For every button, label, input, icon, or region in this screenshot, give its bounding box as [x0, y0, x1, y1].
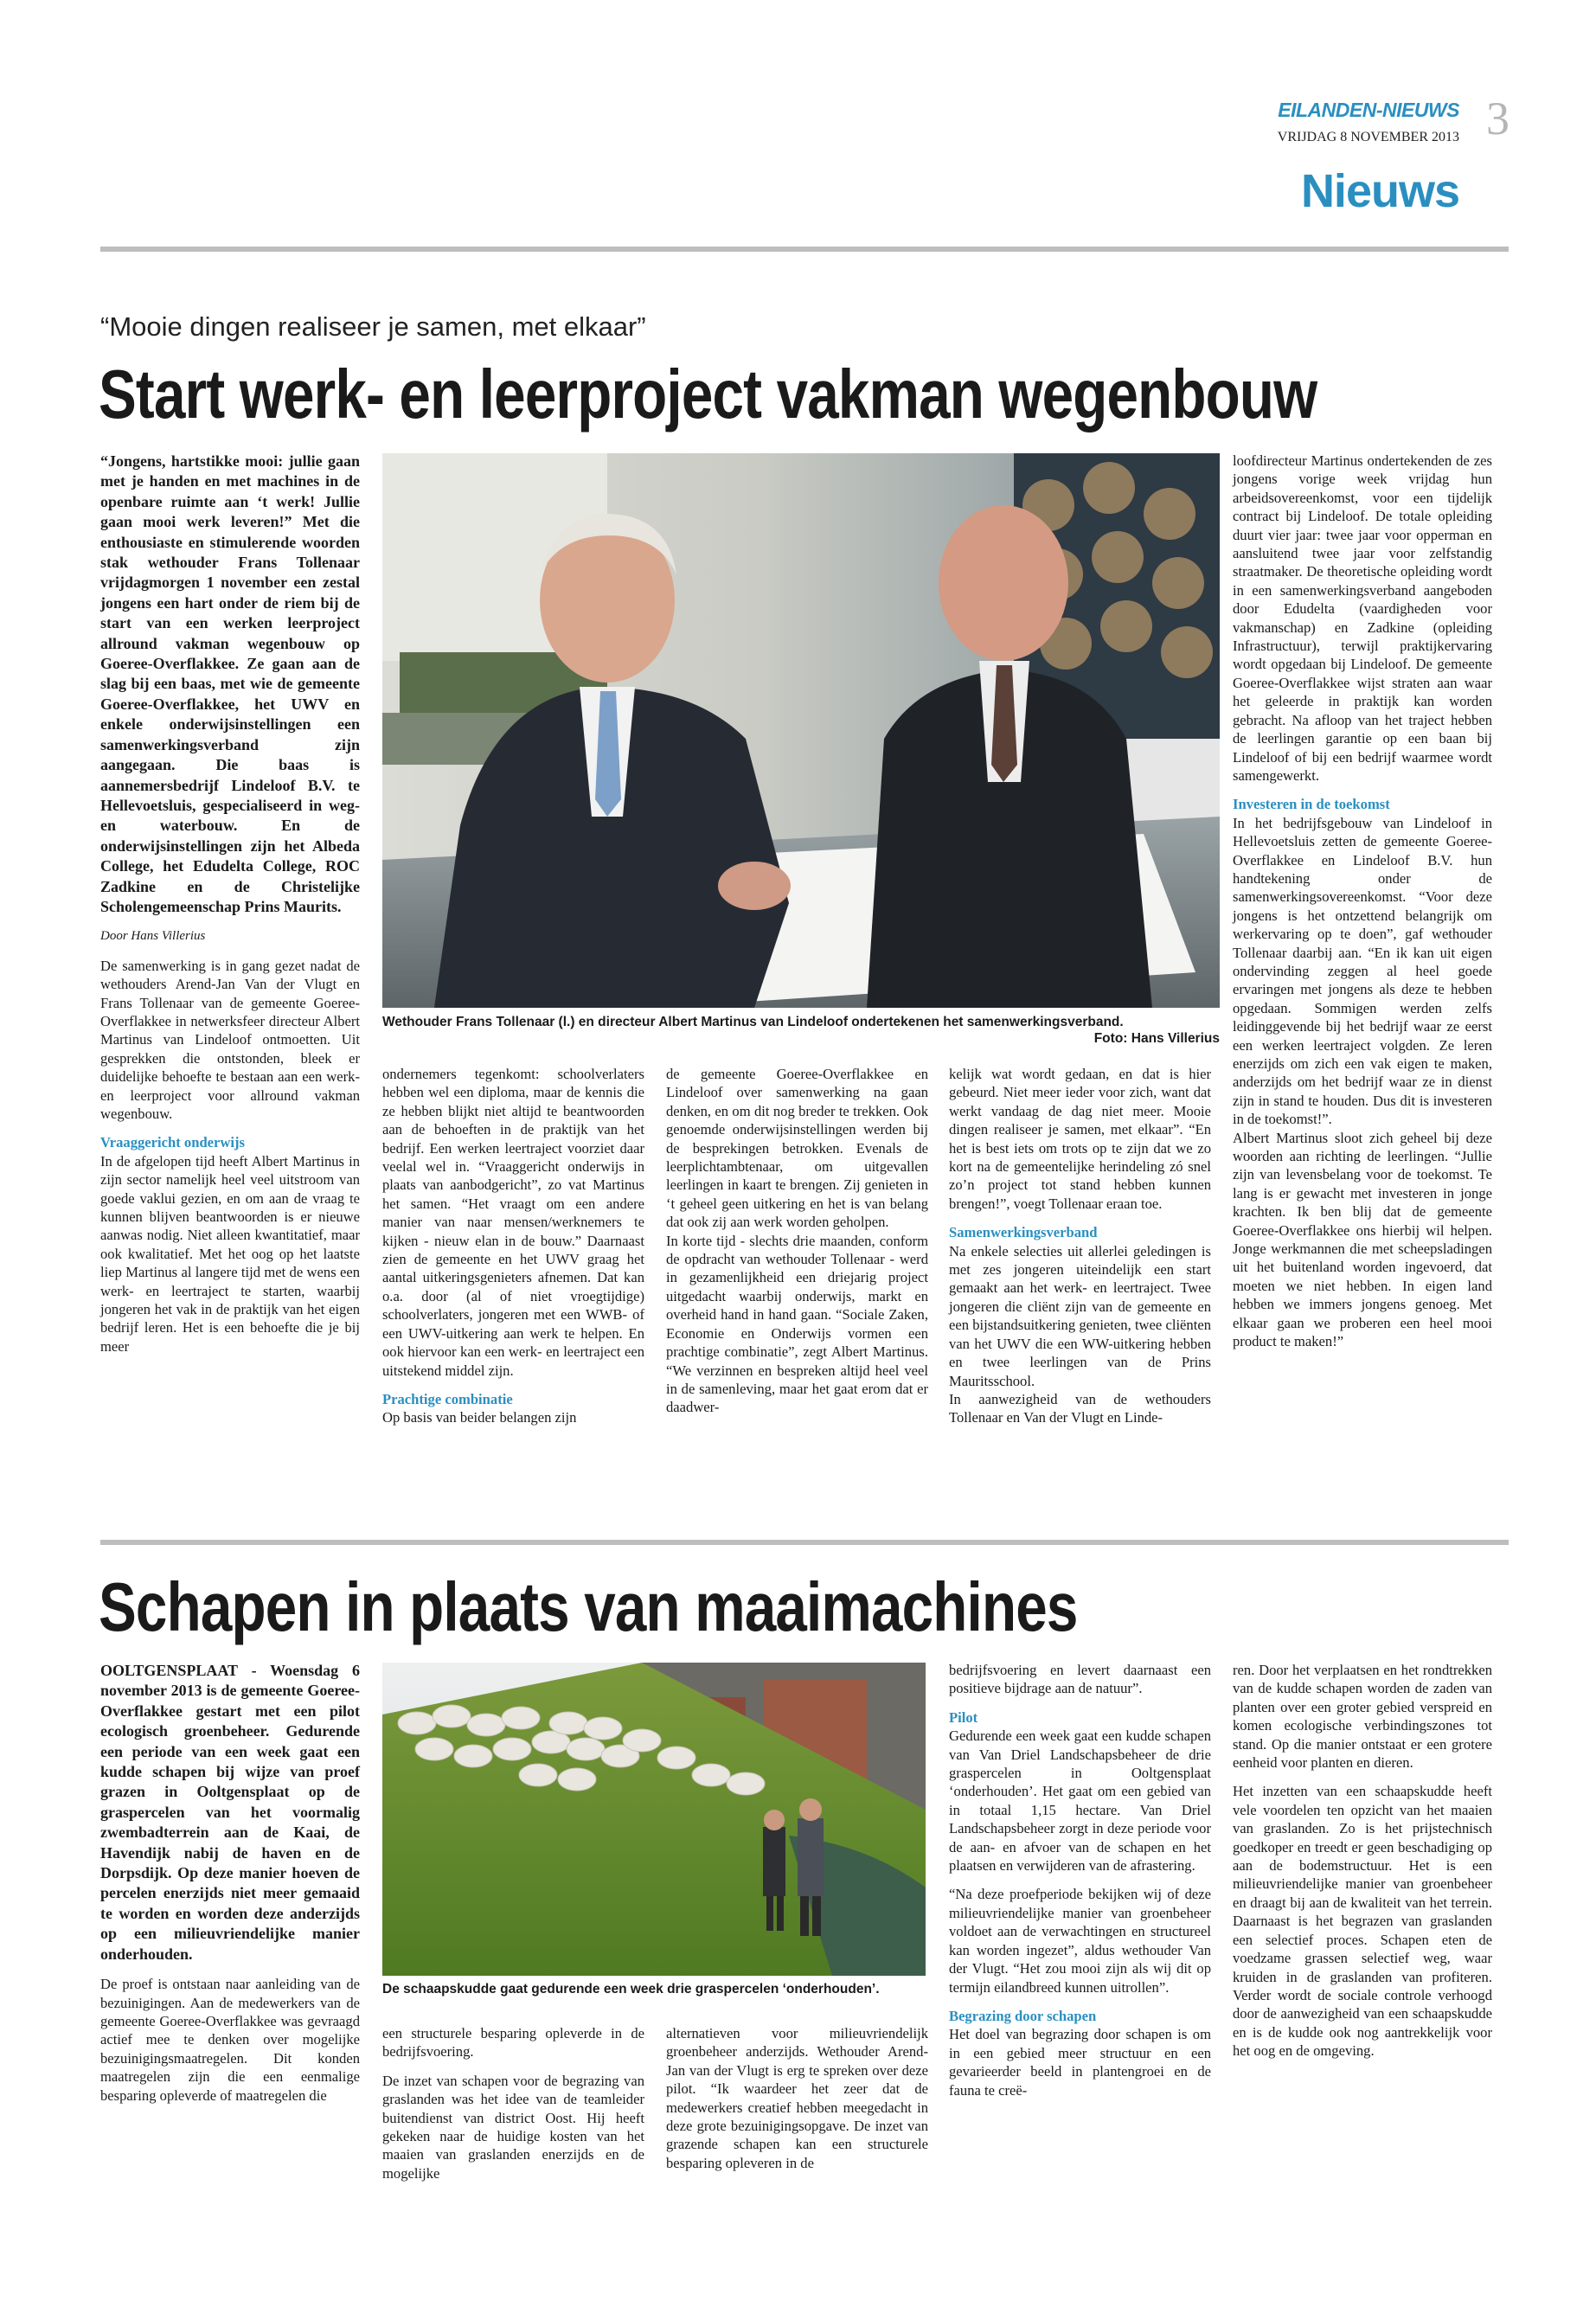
page-number: 3 — [1486, 93, 1509, 144]
top-divider — [100, 247, 1509, 252]
article-divider — [100, 1540, 1509, 1545]
article2-paragraph: ren. Door het verplaatsen en het rondtrekken van de kudde schapen worden de zaden van planten over een groter gebied verspreid en komen ecologische verbindingszones tot stand. Op die manier ontstaat er een grotere eenheid voor planten en dieren. — [1233, 1662, 1492, 1772]
article1-column-4 — [949, 1065, 1211, 1427]
article2-subheading: Begrazing door schapen — [949, 2007, 1097, 2024]
article2-paragraph: Gedurende een week gaat een kudde schapen van Van Driel Landschapsbeheer de drie graspercelen in Ooltgensplaat ‘onderhouden’. Het gaat om een gebied van in totaal 1,15 hectare. Van Driel Landschapsbeheer zorgt in deze periode voor de aan- en afvoer van de schapen en het plaatsen en verwijderen van de afrastering. — [949, 1727, 1211, 1875]
article2-paragraph: een structurele besparing opleverde in de bedrijfsvoering. — [382, 2025, 644, 2061]
sheep-photo-image — [382, 1663, 926, 1976]
article2-paragraph: Het inzetten van een schaapskudde heeft vele voordelen ten opzicht van het maaien van graslanden. Zo is het prijstechnisch goedkoper en treedt er geen beschadiging op aan de bodemstructuur. Het is een milieuvriendelijke manier van groenbeheer en draagt bij aan de kwaliteit van het terrein. Daarnaast is het begrazen van graslanden een selectief proces. Schapen eten de voedzame grassen selectief weg, waar kruiden in de graslanden van profiteren. Verder wordt de sociale controle verhoogd door de aanwezigheid van een schaapskudde en is de kudde ook nog aantrekkelijk voor het oog en de omgeving. — [1233, 1783, 1492, 2060]
article-headline: Start werk- en leerproject vakman wegenbouw — [99, 356, 1317, 433]
article1-lead: “Jongens, hartstikke mooi: jullie gaan met je handen en met machines in de openbare ruimte aan ‘t werk! Jullie gaan mooi werk leveren!” Met die enthousiaste en stimulerende woorden stak wethouder Frans Tollenaar vrijdagmorgen 1 november een zestal jongens een hart onder de riem bij de start van een werken leerproject allround vakman wegenbouw op Goeree-Overflakkee. Ze gaan aan de slag bij een baas, met wie de gemeente Goeree-Overflakkee, het UWV en enkele onderwijsinstellingen een samenwerkingsverband zijn aangegaan. Die baas is aannemersbedrijf Lindeloof B.V. te Hellevoetsluis, gespecialiseerd in weg- en waterbouw. En de onderwijsinstellingen zijn het Albeda College, het Edudelta College, ROC Zadkine en de Christelijke Scholengemeenschap Prins Maurits. — [100, 452, 360, 915]
article1-column-2 — [382, 1065, 644, 1427]
article2-column-3 — [666, 2024, 928, 2172]
article1-paragraph: In het bedrijfsgebouw van Lindeloof in Hellevoetsluis zetten de gemeente Goeree-Overflakkee en Lindeloof B.V. hun handtekening onder de samenwerkingsovereenkomst. “Voor deze jongens is het ontzettend belangrijk om werkervaring op te doen”, gaf wethouder Tollenaar daarbij aan. “En ik kan uit eigen ondervinding zeggen al heel goede ervaringen met jongens als deze te hebben opgedaan. Sommigen werden zelfs leidinggevende bij het bedrijf waar ze eerst een werken leertraject volgden. Ze leren enerzijds om zich een vak eigen te maken, anderzijds om het bedrijf waar ze in dienst zijn in stand te houden. Dus dit is investeren in de toekomst!”. — [1233, 814, 1492, 1128]
signing-photo-credit: Foto: Hans Villerius — [1093, 1031, 1220, 1046]
article1-paragraph: Op basis van beider belangen zijn — [382, 1409, 577, 1426]
sheep-photo — [382, 1663, 926, 1976]
article1-paragraph: In aanwezigheid van de wethouders Tollenaar en Van der Vlugt en Linde- — [949, 1390, 1211, 1426]
article1-subheading: Prachtige combinatie — [382, 1390, 513, 1407]
article2-paragraph: De proef is ontstaan naar aanleiding van de bezuinigingen. Aan de medewerkers van de gemeente Goeree-Overflakkee was gevraagd actief mee te denken over mogelijke bezuinigingsmaatregelen. Dit konden maatregelen zijn die een eenmalige besparing opleverde of maatregelen die — [100, 1976, 360, 2104]
article2-paragraph: bedrijfsvoering en levert daarnaast een positieve bijdrage aan de natuur”. — [949, 1662, 1211, 1697]
article1-subheading: Investeren in de toekomst — [1233, 796, 1390, 813]
signing-photo — [382, 453, 1220, 1008]
article2-paragraph: Het doel van begrazing door schapen is om in een gebied meer structuur en een gevarieerder beeld in plantengroei en de fauna te creë- — [949, 2026, 1211, 2099]
article-headline: Schapen in plaats van maaimachines — [99, 1568, 1078, 1645]
article1-paragraph: ondernemers tegenkomt: schoolverlaters hebben wel een diploma, maar de kennis die ze hebben blijkt niet altijd te beantwoorden aan de behoeften in de praktijk van het bedrijf. Een werken leertraject voorziet daar veelal wel in. “Vraaggericht onderwijs in plaats van aanbodgericht”, zo vat Martinus het samen. “Het vraagt om een andere manier van naar mensen/werknemers te kijken - nieuw elan in de bouw.” Daarnaast zien de gemeente en het UWV graag het aantal uitkeringsgenieters afnemen. Dat kan o.a. door (al of niet vroegtijdige) schoolverlaters, jongeren met een WWB- of een UWV-uitkering aan werk te helpen. En ook hiervoor kan een werk- en leertraject een uitstekend middel zijn. — [382, 1066, 644, 1379]
article1-subheading: Samenwerkingsverband — [949, 1224, 1098, 1241]
article1-column-1 — [100, 452, 360, 1356]
article1-byline: Door Hans Villerius — [100, 929, 206, 944]
article2-paragraph: “Na deze proefperiode bekijken wij of deze milieuvriendelijke manier van groenbeheer voldoet aan de verwachtingen en structureel kan worden ingezet”, aldus wethouder Van der Vlugt. “Het zou mooi zijn als wij dit op termijn eilandbreed kunnen uitrollen”. — [949, 1886, 1211, 1996]
article2-paragraph: alternatieven voor milieuvriendelijk groenbeheer anderzijds. Wethouder Arend-Jan van der Vlugt is erg te spreken over deze pilot. “Ik waardeer het zeer dat de medewerkers creatief hebben meegedacht in deze grote bezuinigingsopgave. De inzet van grazende schapen kan een structurele besparing opleveren in de — [666, 2025, 928, 2171]
article1-paragraph: Na enkele selecties uit allerlei geledingen is met zes jongeren uiteindelijk een start gemaakt aan het werk- en leertraject. Twee jongeren die cliënt zijn van de gemeente en een bijstandsuitkering genieten, twee cliënten van het UWV die een WW-uitkering hebben en twee leerlingen van de Prins Mauritsschool. — [949, 1242, 1211, 1389]
article1-column-5 — [1233, 452, 1492, 1351]
section-title: Nieuws — [1300, 165, 1459, 217]
article2-subheading: Pilot — [949, 1708, 978, 1726]
article2-lead: OOLTGENSPLAAT - Woensdag 6 november 2013 is de gemeente Goeree-Overflakkee gestart met een pilot ecologisch groenbeheer. Gedurende een periode van een week gaat een kudde schapen bij wijze van proef grazen in Ooltgensplaat op de graspercelen van het voormalig zwembadterrein aan de Kaai, de Havendijk nabij de haven en de Dorpsdijk. Op deze manier hoeven de percelen enerzijds niet meer gemaaid te worden en worden deze anderzijds op een milieuvriendelijke manier onderhouden. — [100, 1662, 360, 1963]
article2-column-5 — [1233, 1661, 1492, 2061]
masthead — [1125, 93, 1509, 235]
issue-date: VRIJDAG 8 NOVEMBER 2013 — [1277, 130, 1459, 144]
article2-column-2 — [382, 2024, 644, 2182]
article1-subheading: Vraaggericht onderwijs — [100, 1134, 245, 1151]
article1-column-3 — [666, 1065, 928, 1417]
article1-paragraph: kelijk wat wordt gedaan, en dat is hier gebeurd. Niet meer ieder voor zich, want dat werkt vandaag de dag niet meer. Mooie dingen realiseer je samen, met elkaar”. “En het is best iets om trots op te zijn dat we zo kort na de gemeentelijke herindeling zó snel zo’n project tot stand hebben kunnen brengen!”, voegt Tollenaar eraan toe. — [949, 1066, 1211, 1212]
article1-paragraph: loofdirecteur Martinus ondertekenden de zes jongens vorige week vrijdag hun arbeidsovereenkomst, voor een tijdelijk contract bij Lindeloof. De totale opleiding duurt vier jaar: twee jaar voor opperman en aansluitend twee jaar voor zelfstandig straatmaker. De theoretische opleiding wordt in een samenwerkingsverband aangeboden door Edudelta (vaardigheden voor vakmanschap) en Zadkine (opleiding Infrastructuur), terwijl praktijkervaring wordt opgedaan bij Lindeloof. De gemeente Goeree-Overflakkee wijst straten aan waar het geleerde in praktijk kan worden gebracht. Na afloop van het traject hebben de leerlingen garantie op een baan bij Lindeloof of bij een bedrijf waarmee wordt samengewerkt. — [1233, 452, 1492, 784]
article1-paragraph: Albert Martinus sloot zich geheel bij deze woorden aan richting de leerlingen. “Jullie zijn van levensbelang voor de toekomst. Te lang is er gewacht met investeren in jonge krachten. Ik ben blij dat de gemeente Goeree-Overflakkee ons hierbij wil helpen. Jonge werkmannen die met scheepsladingen uit het buitenland worden ingevoerd, dat moeten we niet hebben. In eigen land hebben we immers jongens genoeg. Met elkaar gaan we proberen een heel mooi product te maken!” — [1233, 1129, 1492, 1350]
article-kicker: “Mooie dingen realiseer je samen, met elkaar” — [100, 311, 646, 342]
article1-paragraph: In korte tijd - slechts drie maanden, conform de opdracht van wethouder Tollenaar - werd in gezamenlijkheid een driejarig project uitgedacht waarbij onderwijs, markt en overheid hand in hand gaan. “Sociale Zaken, Economie en Onderwijs vormen een prachtige combinatie”, zegt Albert Martinus. “We verzinnen en bespreken altijd heel veel in de samenleving, maar het gaat erom dat er daadwer- — [666, 1232, 928, 1416]
signing-photo-caption: Wethouder Frans Tollenaar (l.) en directeur Albert Martinus van Lindeloof ondertekenen het samenwerkingsverband. — [382, 1015, 1124, 1029]
article1-paragraph: De samenwerking is in gang gezet nadat de wethouders Arend-Jan Van der Vlugt en Frans Tollenaar van de gemeente Goeree-Overflakkee in netwerksfeer directeur Albert Martinus van Lindeloof ontmoetten. Uit gesprekken die ontstonden, bleek er duidelijke behoefte te bestaan aan een werk- en leerproject voor allround vakman wegenbouw. — [100, 957, 360, 1122]
article2-column-1 — [100, 1661, 360, 2105]
article1-paragraph: In de afgelopen tijd heeft Albert Martinus in zijn sector namelijk heel veel uitstroom van goede vaklui gezien, en om aan de vraag te kunnen blijven beantwoorden is er nieuwe aanwas nodig. Niet alleen kwantitatief, maar ook kwalitatief. Met het oog op het laatste liep Martinus al langere tijd met de wens een werk- en leertraject te starten, waarbij jongeren het vak in de praktijk van het eigen bedrijf leren. Het is een behoefte die je bij meer — [100, 1152, 360, 1355]
article2-column-4 — [949, 1661, 1211, 2099]
signing-photo-image — [382, 453, 1220, 1008]
article2-paragraph: De inzet van schapen voor de begrazing van graslanden was het idee van de teamleider buitendienst van district Oost. Hij heeft gekeken naar de huidige kosten van het maaien van graslanden enerzijds en de mogelijke — [382, 2072, 644, 2182]
sheep-photo-caption: De schaapskudde gaat gedurende een week drie graspercelen ‘onderhouden’. — [382, 1982, 880, 1997]
article1-paragraph: de gemeente Goeree-Overflakkee en Lindeloof over samenwerking na gaan denken, en om dit nog breder te trekken. Ook genoemde onderwijsinstellingen werden bij de besprekingen betrokken. Evenals de leerplichtambtenaar, om uitgevallen leerlingen in kaart te brengen. Zij genieten in ‘t geheel geen uitkering en het is van belang dat ook zij aan werk worden geholpen. — [666, 1066, 928, 1231]
paper-logo: EILANDEN-NIEUWS — [1278, 99, 1459, 121]
